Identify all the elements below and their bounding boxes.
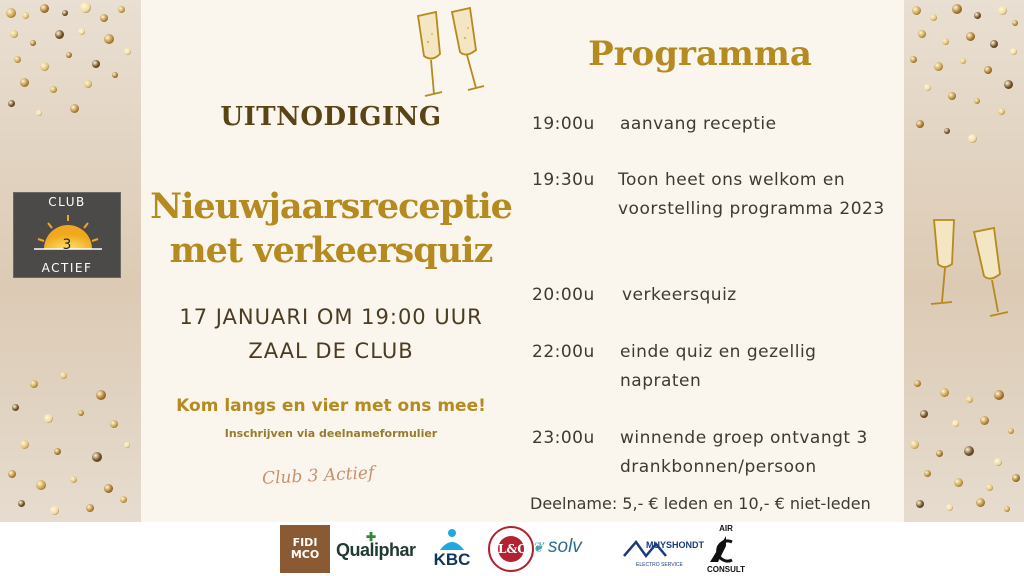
- sequin-decoration: [92, 60, 100, 68]
- sequin-decoration: [1004, 80, 1013, 89]
- sequin-decoration: [1012, 474, 1020, 482]
- muyshondt-text: MUYSHONDT: [646, 540, 704, 550]
- plus-icon: ✚: [366, 530, 376, 544]
- sequin-decoration: [994, 458, 1002, 466]
- sequin-decoration: [980, 416, 989, 425]
- sequin-decoration: [930, 14, 937, 21]
- sequin-decoration: [914, 380, 921, 387]
- solv-logo: [532, 536, 582, 558]
- sequin-decoration: [912, 6, 921, 15]
- program-item: [532, 338, 902, 396]
- program-heading: Programma: [588, 34, 812, 74]
- sequin-decoration: [6, 8, 16, 18]
- sequin-decoration: [8, 100, 15, 107]
- sequin-decoration: [92, 452, 102, 462]
- sequin-decoration: [70, 104, 79, 113]
- sequin-decoration: [62, 10, 68, 16]
- sequin-decoration: [20, 440, 29, 449]
- kbc-logo: [432, 528, 472, 570]
- program-time: 20:00u: [532, 285, 595, 305]
- sequin-decoration: [984, 66, 992, 74]
- sequin-decoration: [920, 410, 928, 418]
- sequin-decoration: [40, 4, 49, 13]
- fidimco-text-2: MCO: [290, 548, 320, 561]
- program-description: winnende groep ontvangt 3 drankbonnen/persoon: [620, 428, 868, 477]
- program-description: Toon heet ons welkom en voorstelling programma 2023: [618, 170, 885, 219]
- sequin-decoration: [1010, 48, 1017, 55]
- sequin-decoration: [952, 420, 959, 427]
- program-time: 23:00u: [532, 428, 595, 448]
- invitation-heading: UITNODIGING: [220, 102, 442, 132]
- sequin-decoration: [960, 58, 966, 64]
- sequin-decoration: [110, 420, 118, 428]
- champagne-glasses-right-icon: [926, 212, 1014, 322]
- sequin-decoration: [54, 448, 61, 455]
- qualiphar-logo: [336, 530, 416, 561]
- sequin-decoration: [30, 380, 38, 388]
- sequin-decoration: [55, 30, 64, 39]
- sequin-decoration: [70, 476, 77, 483]
- lq-logo: [488, 526, 534, 572]
- sequin-decoration: [940, 388, 949, 397]
- sequin-decoration: [948, 92, 956, 100]
- call-to-action: Kom langs en vier met ons mee!: [176, 396, 486, 416]
- sequin-decoration: [18, 500, 25, 507]
- sequin-decoration: [78, 28, 85, 35]
- sequin-decoration: [942, 38, 949, 45]
- champagne-glasses-icon: [410, 2, 490, 102]
- air-consult-emblem-icon: [704, 534, 748, 564]
- sequin-decoration: [124, 48, 131, 55]
- fidimco-logo: [280, 525, 330, 573]
- sequin-decoration: [910, 440, 919, 449]
- sequin-decoration: [14, 56, 21, 63]
- solv-text: solv: [548, 536, 582, 557]
- event-date: 17 JANUARI OM 19:00 UUR: [179, 305, 483, 329]
- kbc-text: KBC: [433, 550, 471, 569]
- sequin-decoration: [910, 56, 917, 63]
- sequin-decoration: [124, 442, 130, 448]
- sequin-decoration: [998, 6, 1007, 15]
- sequin-decoration: [44, 414, 53, 423]
- sequin-decoration: [120, 496, 127, 503]
- program-description: verkeersquiz: [622, 285, 737, 305]
- consult-text: CONSULT: [706, 565, 746, 574]
- program-item: [532, 166, 902, 253]
- sequin-decoration: [966, 32, 975, 41]
- sequin-decoration: [112, 72, 118, 78]
- sequin-decoration: [916, 500, 924, 508]
- sequin-decoration: [10, 30, 18, 38]
- sequin-decoration: [924, 470, 931, 477]
- sequin-decoration: [40, 62, 49, 71]
- sequin-decoration: [50, 86, 57, 93]
- kbc-figure-icon: [432, 528, 472, 552]
- sequin-decoration: [96, 390, 106, 400]
- sequin-decoration: [952, 4, 962, 14]
- event-title-line2: met verkeersquiz: [169, 230, 493, 271]
- sequin-decoration: [916, 120, 924, 128]
- qualiphar-text: Qualiphar: [336, 540, 416, 560]
- sequin-decoration: [20, 78, 29, 87]
- sequin-decoration: [1004, 506, 1010, 512]
- sequin-decoration: [994, 390, 1004, 400]
- sequin-decoration: [86, 504, 94, 512]
- program-time: 19:00u: [532, 114, 595, 134]
- sequin-decoration: [36, 480, 46, 490]
- sequin-decoration: [976, 498, 985, 507]
- sequin-decoration: [944, 128, 950, 134]
- logo-text-actief: ACTIEF: [41, 261, 93, 275]
- signature: Club 3 Actief: [261, 463, 375, 489]
- sequin-decoration: [60, 372, 67, 379]
- participation-fee: Deelname: 5,- € leden en 10,- € niet-leden: [530, 494, 871, 513]
- sequin-decoration: [966, 396, 973, 403]
- muyshondt-subtext: ELECTRO SERVICE: [636, 562, 683, 568]
- logo-number: 3: [62, 237, 72, 253]
- event-venue: ZAAL DE CLUB: [248, 339, 414, 363]
- program-item: [532, 110, 902, 139]
- sequin-decoration: [964, 446, 974, 456]
- program-time: 19:30u: [532, 170, 595, 190]
- sequin-decoration: [968, 134, 977, 143]
- sequin-decoration: [924, 84, 931, 91]
- sequin-decoration: [118, 6, 125, 13]
- sequin-decoration: [36, 110, 42, 116]
- sequin-decoration: [1008, 428, 1014, 434]
- program-time: 22:00u: [532, 342, 595, 362]
- sequin-decoration: [946, 504, 953, 511]
- sequin-decoration: [100, 14, 108, 22]
- club3actief-logo: [13, 192, 121, 278]
- sequin-decoration: [50, 506, 59, 515]
- sequin-decoration: [80, 2, 91, 13]
- sequin-decoration: [22, 12, 29, 19]
- registration-note: Inschrijven via deelnameformulier: [224, 427, 438, 440]
- sequin-decoration: [918, 30, 926, 38]
- sequin-decoration: [998, 108, 1005, 115]
- sequin-decoration: [104, 484, 113, 493]
- program-description: einde quiz en gezellig napraten: [620, 342, 817, 391]
- air-text: AIR: [719, 524, 733, 533]
- sequin-decoration: [104, 34, 114, 44]
- sequin-decoration: [12, 404, 19, 411]
- sequin-decoration: [954, 478, 963, 487]
- event-title-line1: Nieuwjaarsreceptie: [150, 186, 512, 227]
- program-description: aanvang receptie: [620, 114, 777, 134]
- lq-text: L&Q: [498, 536, 524, 562]
- air-consult-logo: [704, 524, 748, 574]
- sequin-decoration: [66, 52, 72, 58]
- sequin-decoration: [934, 62, 943, 71]
- fidimco-text-1: FIDI: [292, 536, 318, 549]
- logo-text-club: CLUB: [48, 195, 86, 209]
- sequin-decoration: [974, 12, 981, 19]
- sequin-decoration: [84, 80, 92, 88]
- sequin-decoration: [974, 98, 980, 104]
- leaf-icon: ❦: [532, 539, 544, 555]
- sequin-decoration: [78, 410, 84, 416]
- sequin-decoration: [1012, 20, 1018, 26]
- sequin-decoration: [990, 40, 998, 48]
- sequin-decoration: [986, 484, 993, 491]
- sequin-decoration: [8, 470, 16, 478]
- program-item: [532, 424, 902, 482]
- sequin-decoration: [936, 450, 943, 457]
- program-item: [532, 281, 902, 310]
- sequin-decoration: [30, 40, 36, 46]
